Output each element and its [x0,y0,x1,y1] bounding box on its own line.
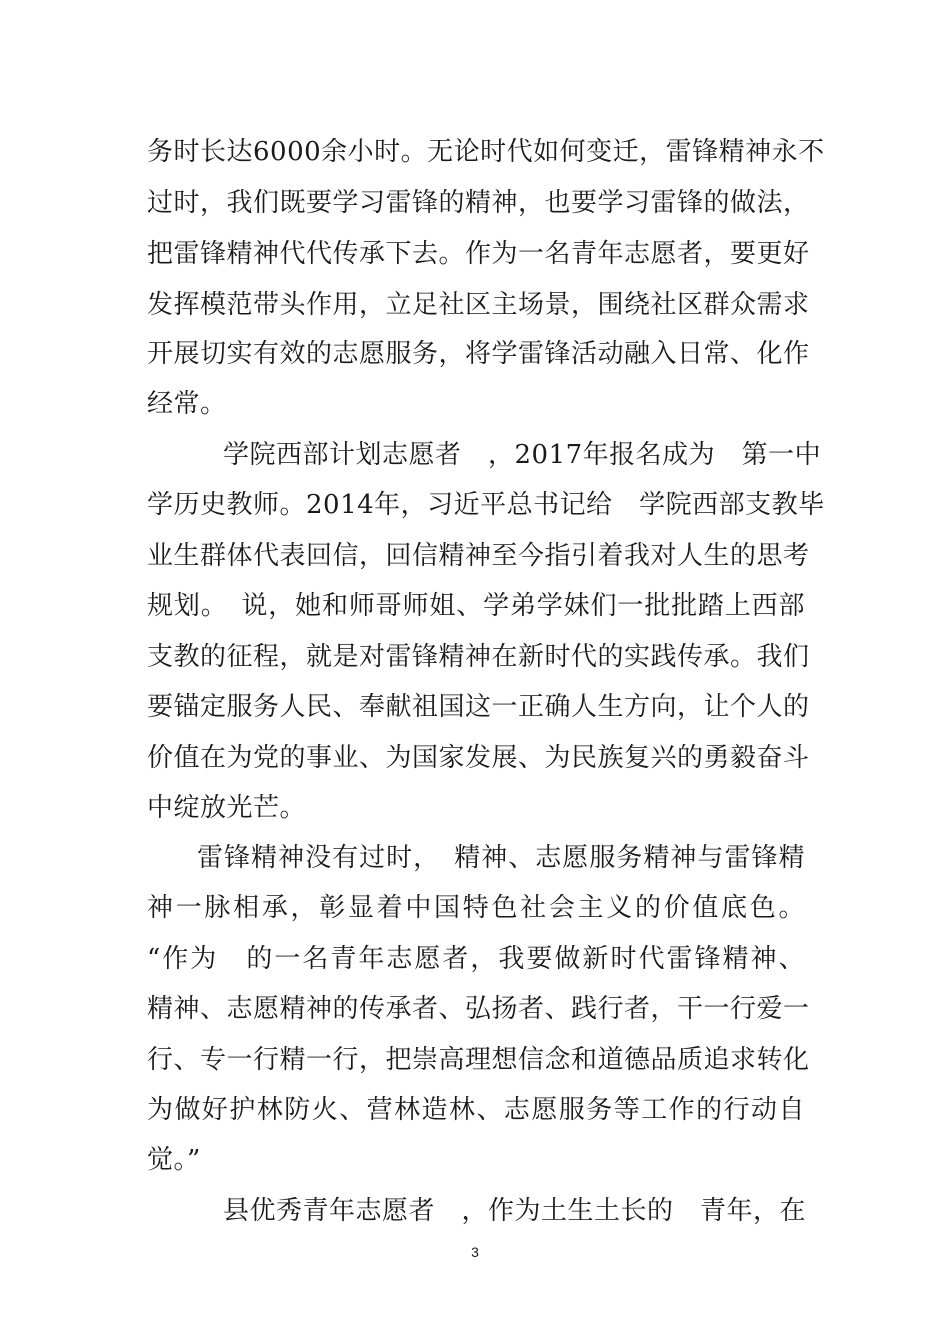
text-line-21: 觉。” [147,1145,201,1175]
text-line-20: 为做好护林防火、营林造林、志愿服务等工作的行动自 [147,1095,805,1125]
text-line-9: 业生群体代表回信，回信精神至今指引着我对人生的思考 [147,541,810,571]
text-line-2: 过时，我们既要学习雷锋的精神，也要学习雷锋的做法， [147,188,810,218]
text-line-18: 精神、志愿精神的传承者、弘扬者、践行者，干一行爱一 [147,994,810,1024]
text-line-17: “作为 的一名青年志愿者，我要做新时代雷锋精神、 [147,944,805,974]
text-line-16: 神一脉相承，彰显着中国特色社会主义的价值底色。 [147,893,805,923]
text-line-19: 行、专一行精一行，把崇高理想信念和道德品质追求转化 [147,1045,810,1075]
text-line-14: 中绽放光芒。 [147,793,307,823]
text-line-6: 经常。 [147,389,227,419]
text-line-8: 学历史教师。2014年，习近平总书记给 学院西部支教毕 [147,490,825,520]
page-number: 3 [471,1244,479,1260]
text-line-13: 价值在为党的事业、为国家发展、为民族复兴的勇毅奋斗 [147,743,810,773]
text-line-11: 支教的征程，就是对雷锋精神在新时代的实践传承。我们 [147,642,810,672]
text-line-10: 规划。 说，她和师哥师姐、学弟学妹们一批批踏上西部 [147,591,805,621]
text-line-1: 务时长达6000余小时。无论时代如何变迁，雷锋精神永不 [147,137,825,167]
text-line-4: 发挥模范带头作用，立足社区主场景，围绕社区群众需求 [147,290,810,320]
text-line-15: 雷锋精神没有过时， 精神、志愿服务精神与雷锋精 [197,843,805,873]
text-line-7: 学院西部计划志愿者 ，2017年报名成为 第一中 [223,440,822,470]
text-line-3: 把雷锋精神代代传承下去。作为一名青年志愿者，要更好 [147,239,810,269]
text-line-5: 开展切实有效的志愿服务，将学雷锋活动融入日常、化作 [147,339,810,369]
text-line-12: 要锚定服务人民、奉献祖国这一正确人生方向，让个人的 [147,692,810,722]
text-line-22: 县优秀青年志愿者 ，作为土生土长的 青年，在 [223,1196,807,1226]
